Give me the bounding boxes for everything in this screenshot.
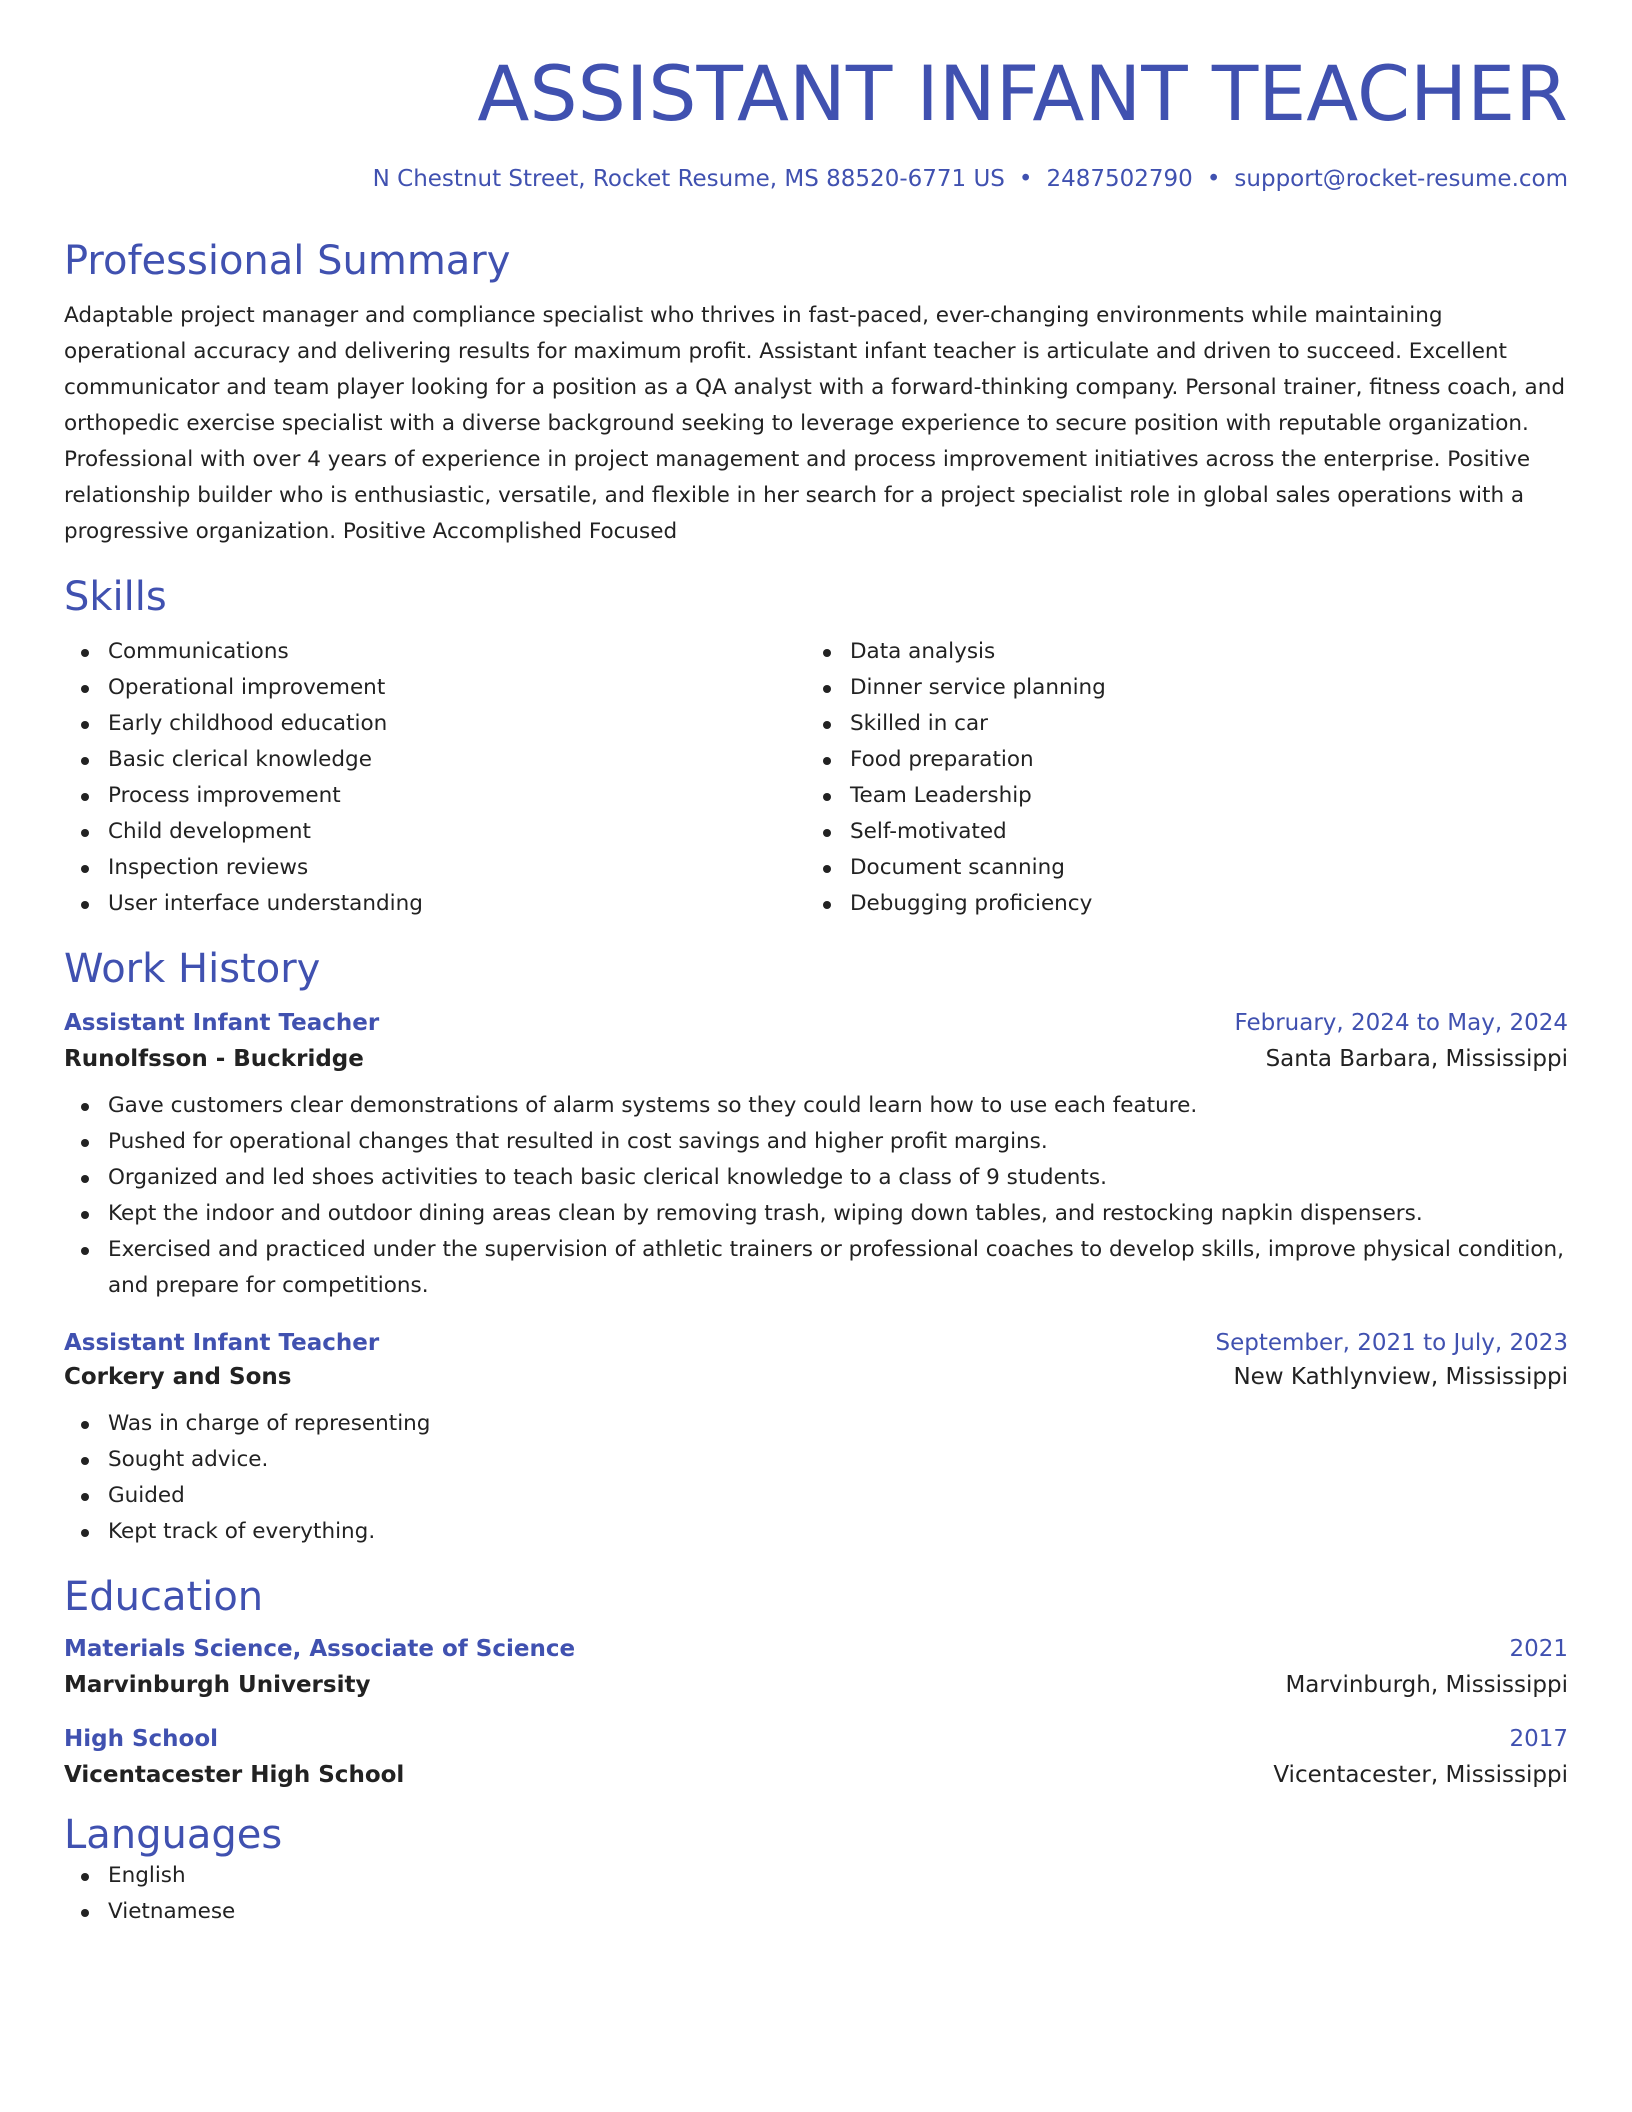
job-bullets bbox=[64, 1406, 1568, 1550]
education-entry-subheader bbox=[64, 1672, 1568, 1698]
job-bullet: Kept track of everything. bbox=[64, 1514, 1568, 1550]
skill-item: Basic clerical knowledge bbox=[64, 742, 806, 778]
job-bullet: Gave customers clear demonstrations of alarm systems so they could learn how to use each feature. bbox=[64, 1088, 1568, 1124]
job-bullet: Exercised and practiced under the supervision of athletic trainers or professional coaches to develop skills, improve physical condition, and prepare for competitions. bbox=[64, 1232, 1568, 1304]
skill-item: Operational improvement bbox=[64, 670, 806, 706]
separator-dot: • bbox=[1206, 165, 1221, 192]
skills-column-left bbox=[64, 634, 806, 922]
skill-item: Process improvement bbox=[64, 778, 806, 814]
job-dates: February, 2024 to May, 2024 bbox=[1234, 1009, 1568, 1036]
school-location: Vicentacester, Mississippi bbox=[1273, 1761, 1568, 1788]
degree-name: High School bbox=[64, 1725, 219, 1752]
education-entry bbox=[64, 1636, 1568, 1698]
skill-item: Self-motivated bbox=[806, 814, 1548, 850]
job-bullet: Kept the indoor and outdoor dining areas clean by removing trash, wiping down tables, and restocking napkin dispensers. bbox=[64, 1196, 1568, 1232]
degree-name: Materials Science, Associate of Science bbox=[64, 1635, 576, 1662]
skill-item: Inspection reviews bbox=[64, 850, 806, 886]
job-dates: September, 2021 to July, 2023 bbox=[1215, 1329, 1568, 1356]
language-item: English bbox=[64, 1858, 1568, 1894]
contact-phone: 2487502790 bbox=[1046, 165, 1193, 192]
graduation-year: 2017 bbox=[1509, 1725, 1568, 1752]
section-title-work-history: Work History bbox=[64, 945, 321, 992]
job-bullet: Pushed for operational changes that resulted in cost savings and higher profit margins. bbox=[64, 1124, 1568, 1160]
skill-item: User interface understanding bbox=[64, 886, 806, 922]
education-entry bbox=[64, 1726, 1568, 1788]
graduation-year: 2021 bbox=[1509, 1635, 1568, 1662]
skill-item: Debugging proficiency bbox=[806, 886, 1548, 922]
job-bullet: Sought advice. bbox=[64, 1442, 1568, 1478]
skill-item: Food preparation bbox=[806, 742, 1548, 778]
separator-dot: • bbox=[1018, 165, 1033, 192]
skill-item: Early childhood education bbox=[64, 706, 806, 742]
job-bullets bbox=[64, 1088, 1568, 1304]
work-entry-subheader bbox=[64, 1046, 1568, 1072]
job-location: Santa Barbara, Mississippi bbox=[1265, 1045, 1568, 1072]
job-bullet: Guided bbox=[64, 1478, 1568, 1514]
languages-list bbox=[64, 1858, 1568, 1930]
education-entry-subheader bbox=[64, 1762, 1568, 1788]
skill-item: Skilled in car bbox=[806, 706, 1548, 742]
language-item: Vietnamese bbox=[64, 1894, 1568, 1930]
job-location: New Kathlynview, Mississippi bbox=[1233, 1363, 1568, 1390]
section-title-summary: Professional Summary bbox=[64, 237, 511, 284]
section-title-skills: Skills bbox=[64, 573, 167, 620]
resume-page bbox=[64, 49, 1568, 1930]
skill-item: Team Leadership bbox=[806, 778, 1548, 814]
education-entry-header bbox=[64, 1726, 1568, 1752]
school-location: Marvinburgh, Mississippi bbox=[1285, 1671, 1568, 1698]
job-title: Assistant Infant Teacher bbox=[64, 1329, 380, 1356]
contact-email: support@rocket-resume.com bbox=[1234, 165, 1568, 192]
skill-item: Communications bbox=[64, 634, 806, 670]
skill-item: Child development bbox=[64, 814, 806, 850]
work-entry-header bbox=[64, 1010, 1568, 1036]
school-name: Marvinburgh University bbox=[64, 1671, 371, 1698]
job-title: Assistant Infant Teacher bbox=[64, 1009, 380, 1036]
section-title-languages: Languages bbox=[64, 1811, 283, 1858]
job-bullet: Was in charge of representing bbox=[64, 1406, 1568, 1442]
education-entry-header bbox=[64, 1636, 1568, 1662]
company-name: Corkery and Sons bbox=[64, 1363, 292, 1390]
skills-grid bbox=[64, 634, 1568, 922]
skill-item: Dinner service planning bbox=[806, 670, 1548, 706]
contact-line bbox=[64, 166, 1568, 192]
school-name: Vicentacester High School bbox=[64, 1761, 405, 1788]
skills-column-right bbox=[806, 634, 1548, 922]
contact-address: N Chestnut Street, Rocket Resume, MS 88520-6771 US bbox=[372, 165, 1005, 192]
work-entry bbox=[64, 1330, 1568, 1550]
work-entry bbox=[64, 1010, 1568, 1304]
company-name: Runolfsson - Buckridge bbox=[64, 1045, 364, 1072]
section-title-education: Education bbox=[64, 1573, 264, 1620]
job-bullet: Organized and led shoes activities to teach basic clerical knowledge to a class of 9 students. bbox=[64, 1160, 1568, 1196]
resume-name: ASSISTANT INFANT TEACHER bbox=[477, 49, 1568, 138]
skill-item: Data analysis bbox=[806, 634, 1548, 670]
work-entry-header bbox=[64, 1330, 1568, 1356]
skill-item: Document scanning bbox=[806, 850, 1548, 886]
work-entry-subheader bbox=[64, 1364, 1568, 1390]
summary-text: Adaptable project manager and compliance specialist who thrives in fast-paced, ever-changing environments while maintaining operational accuracy and delivering results for maximum profit. Assistant infant teacher is articulate and driven to succeed. Excellent communicator and team player looking for a position as a QA analyst with a forward-thinking company. Personal trainer, fitness coach, and orthopedic exercise specialist with a diverse background seeking to leverage experience to secure position with reputable organization. Professional with over 4 years of experience in project management and process improvement initiatives across the enterprise. Positive relationship builder who is enthusiastic, versatile, and flexible in her search for a project specialist role in global sales operations with a progressive organization. Positive Accomplished Focused bbox=[64, 302, 1566, 544]
